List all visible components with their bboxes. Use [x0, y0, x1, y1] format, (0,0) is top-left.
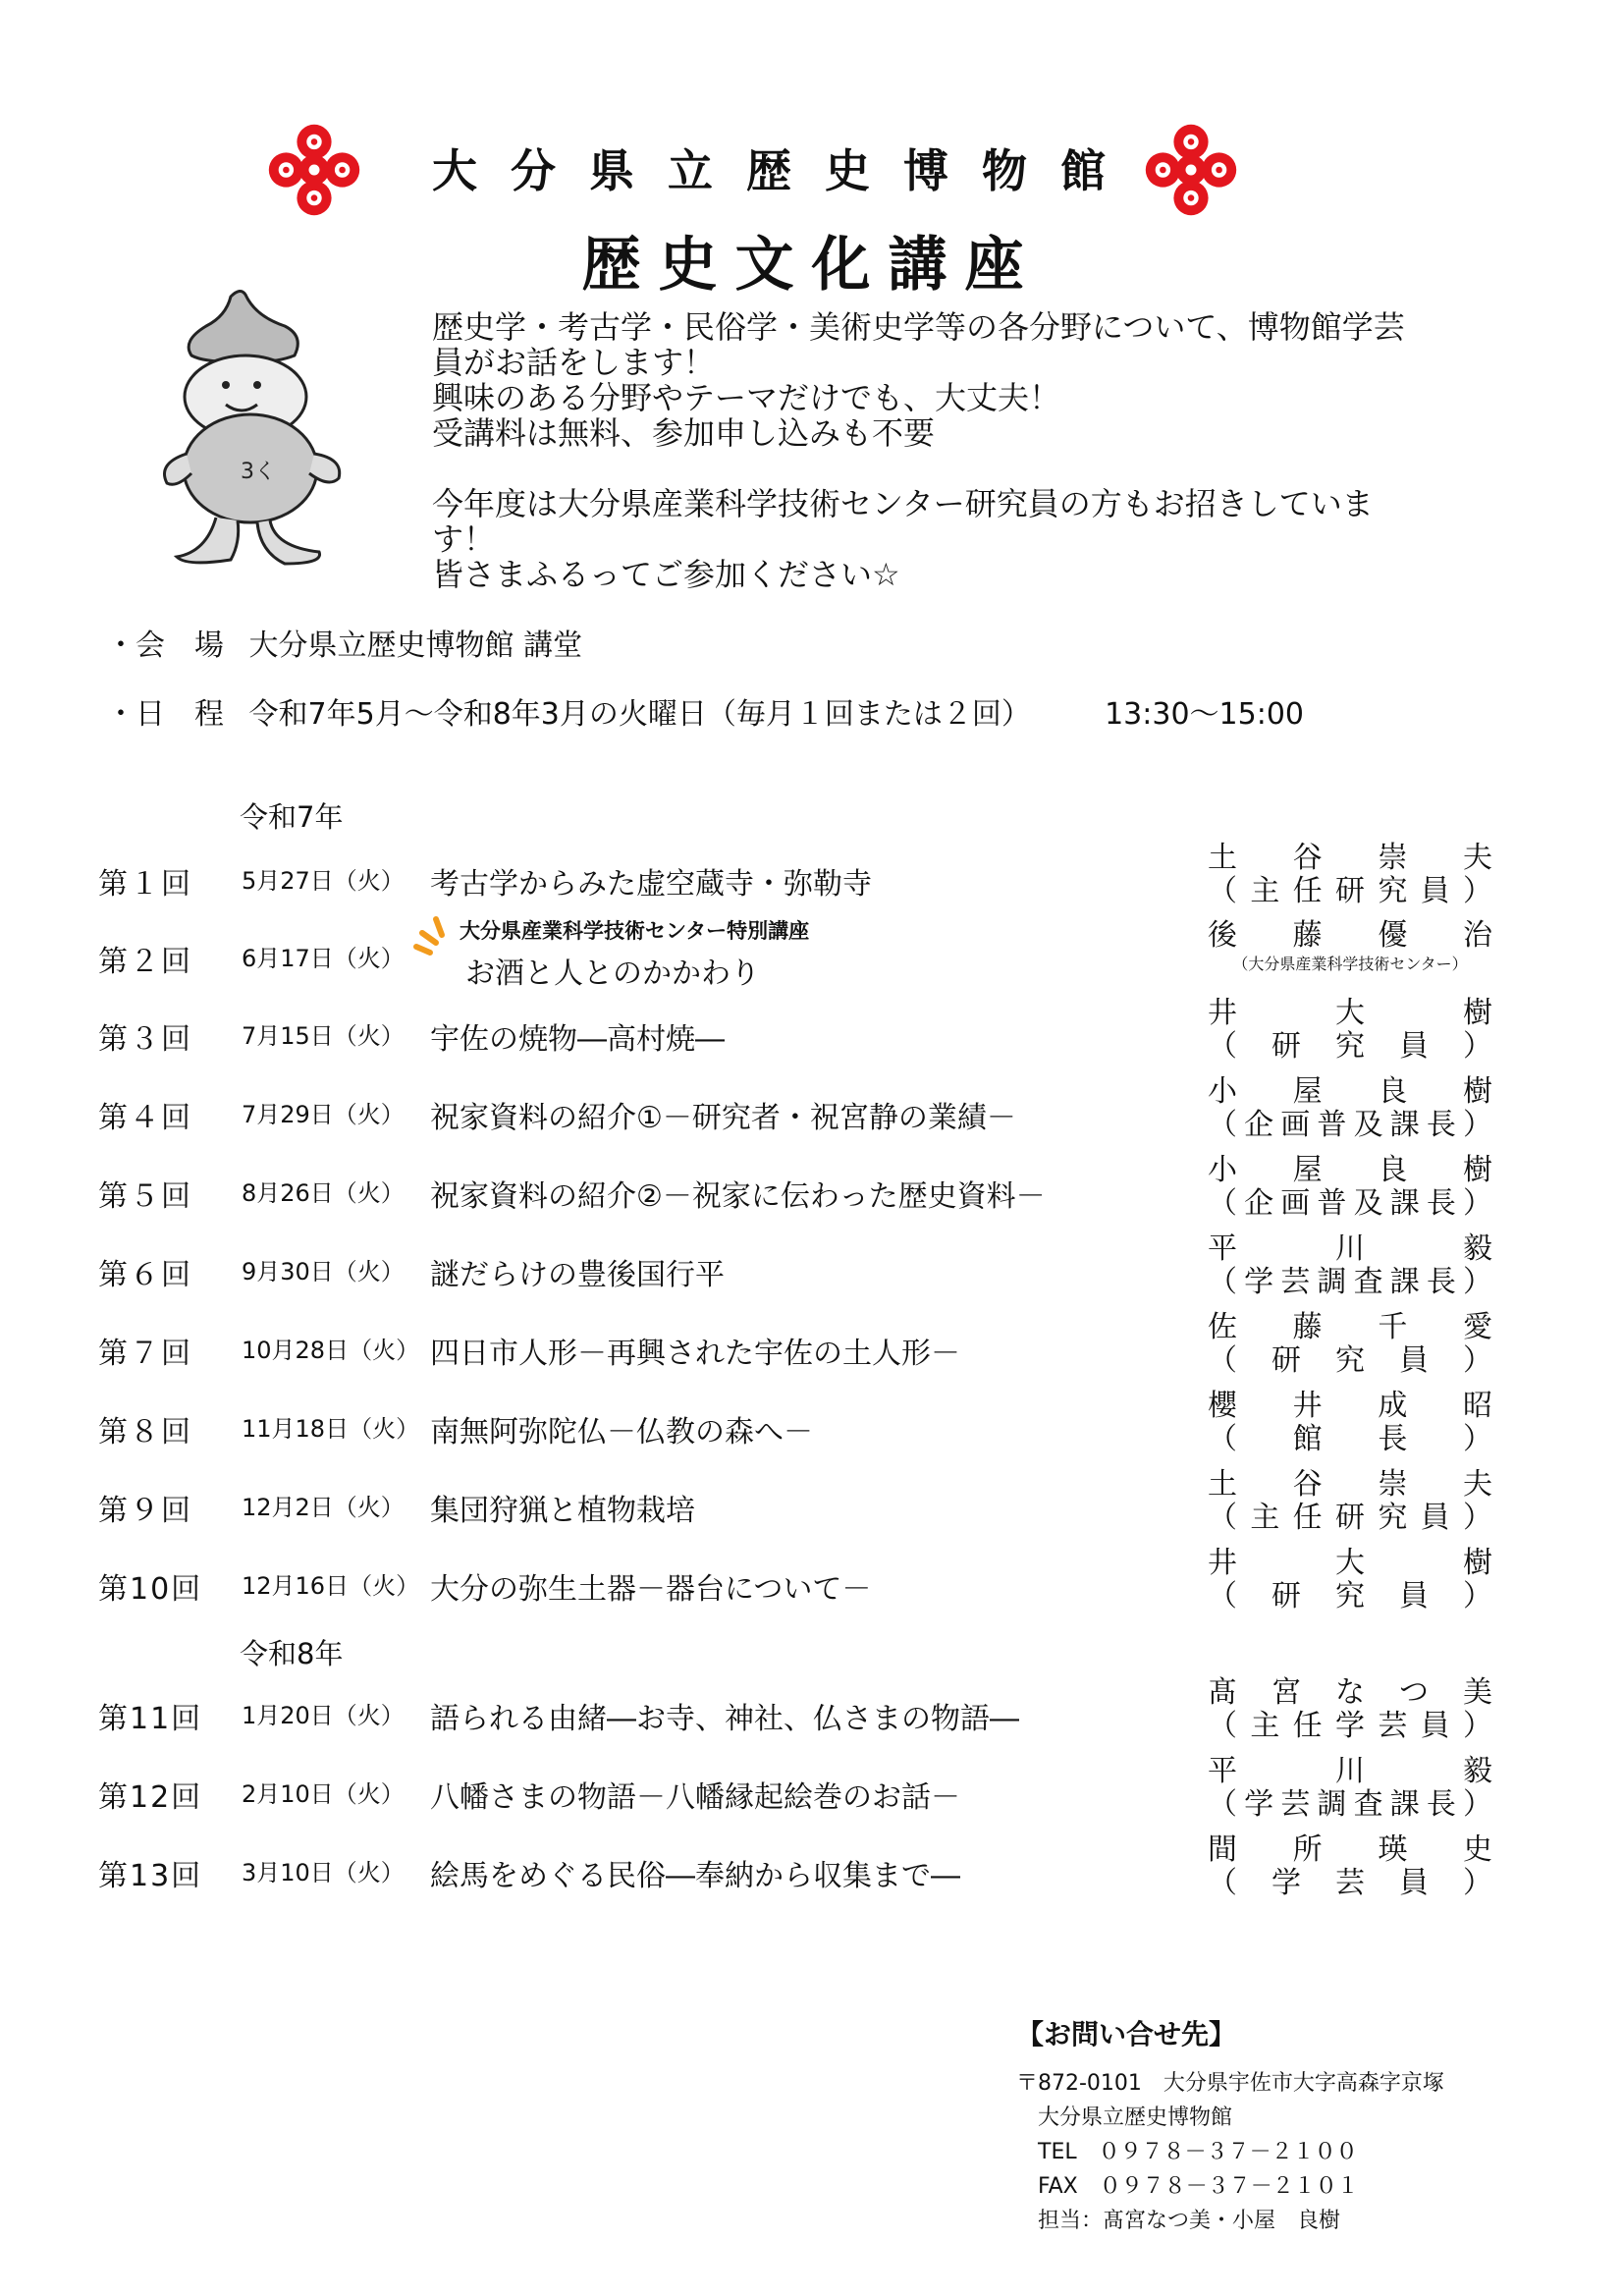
lecture-speaker [1208, 997, 1492, 1064]
contact-fax: FAX ０９７８－３７－２１０１ [1038, 2174, 1359, 2199]
lecture-topic: 絵馬をめぐる民俗―奉納から収集まで― [430, 1859, 960, 1893]
svg-text:3く: 3く [241, 460, 276, 484]
speaker-title: （主任研究員） [1208, 874, 1492, 908]
schedule-label: ・日 程 [106, 697, 224, 732]
lecture-date: 11月18日（火） [242, 1415, 420, 1443]
intro-line: 皆さまふるってご参加ください☆ [432, 556, 900, 593]
intro-line: 受講料は無料、参加申し込みも不要 [432, 414, 936, 452]
lecture-speaker [1208, 1232, 1492, 1299]
lecture-number: 第３回 [98, 1022, 192, 1057]
venue-value: 大分県立歴史博物館 講堂 [248, 629, 583, 663]
intro-line: 興味のある分野やテーマだけでも、大丈夫！ [432, 379, 1061, 416]
speaker-title: （研究員） [1208, 1343, 1492, 1378]
lecture-speaker [1208, 1390, 1492, 1456]
museum-logo-icon [1137, 116, 1245, 224]
speaker-name: 井大樹 [1208, 996, 1492, 1030]
lecture-row [0, 995, 1623, 1069]
contact-heading: 【お問い合せ先】 [1016, 2018, 1237, 2050]
lecture-speaker [1208, 919, 1492, 976]
lecture-number: 第４回 [98, 1101, 192, 1135]
speaker-name: 土谷崇夫 [1208, 1467, 1492, 1502]
intro-line: 員がお話をします！ [432, 344, 716, 381]
lecture-speaker [1208, 1755, 1492, 1822]
speaker-name: 後藤優治 [1208, 918, 1492, 953]
speaker-name: 間所瑛史 [1208, 1832, 1492, 1867]
lecture-number: 第９回 [98, 1494, 192, 1528]
lecture-row [0, 1753, 1623, 1828]
lecture-date: 6月17日（火） [242, 945, 405, 972]
lecture-number: 第８回 [98, 1415, 192, 1449]
speaker-title: （学芸調査課長） [1208, 1265, 1492, 1299]
lecture-speaker [1208, 1833, 1492, 1900]
lecture-speaker [1208, 1468, 1492, 1535]
lecture-topic: 祝家資料の紹介①－研究者・祝宮静の業績－ [430, 1101, 1016, 1135]
museum-name: 大分県立歴史博物館 [432, 144, 1139, 197]
speaker-name: 小屋良樹 [1208, 1153, 1492, 1187]
lecture-row [0, 1073, 1623, 1148]
lecture-speaker [1208, 1311, 1492, 1378]
lecture-date: 8月26日（火） [242, 1179, 405, 1207]
lecture-topic: 集団狩猟と植物栽培 [430, 1494, 695, 1528]
lecture-topic: 南無阿弥陀仏－仏教の森へ－ [430, 1415, 813, 1449]
museum-logo-icon [260, 116, 368, 224]
year-heading: 令和8年 [240, 1637, 344, 1670]
lecture-date: 7月15日（火） [242, 1022, 405, 1050]
speaker-title: （主任学芸員） [1208, 1709, 1492, 1743]
lecture-row [0, 1152, 1623, 1227]
lecture-row [0, 1674, 1623, 1749]
venue-row [106, 621, 582, 664]
museum-header [0, 116, 1623, 224]
speaker-title: （企画普及課長） [1208, 1186, 1492, 1221]
lecture-row [0, 1545, 1623, 1619]
intro-line: す！ [432, 520, 496, 558]
speaker-title: （大分県産業科学技術センター） [1232, 955, 1468, 973]
contact-block [1016, 2013, 1527, 2238]
lecture-topic: 大分の弥生土器－器台について－ [430, 1572, 872, 1607]
lecture-number: 第７回 [98, 1337, 192, 1371]
schedule-row [106, 689, 1304, 733]
lecture-topic: 宇佐の焼物―高村焼― [430, 1022, 725, 1057]
lecture-date: 2月10日（火） [242, 1780, 405, 1808]
lecture-number: 第10回 [98, 1572, 203, 1607]
lecture-topic: 八幡さまの物語－八幡縁起絵巻のお話－ [430, 1780, 960, 1815]
lecture-date: 5月27日（火） [242, 867, 405, 895]
speaker-name: 土谷崇夫 [1208, 841, 1492, 875]
lecture-row [0, 1309, 1623, 1384]
lecture-topic: 語られる由緒―お寺、神社、仏さまの物語― [430, 1702, 1019, 1736]
intro-line: 歴史学・考古学・民俗学・美術史学等の各分野について、博物館学芸 [432, 308, 1405, 346]
speaker-title: （研究員） [1208, 1579, 1492, 1613]
lecture-date: 12月16日（火） [242, 1572, 420, 1600]
speaker-title: （学芸調査課長） [1208, 1787, 1492, 1822]
lecture-date: 12月2日（火） [242, 1494, 405, 1521]
intro-line: 今年度は大分県産業科学技術センター研究員の方もお招きしていま [432, 485, 1374, 522]
lecture-number: 第12回 [98, 1780, 203, 1815]
speaker-title: （館長） [1208, 1422, 1492, 1456]
schedule-value: 令和7年5月～令和8年3月の火曜日（毎月１回または２回） [248, 697, 1031, 732]
speaker-name: 平川毅 [1208, 1754, 1492, 1788]
lecture-speaker [1208, 1676, 1492, 1743]
speaker-title: （企画普及課長） [1208, 1108, 1492, 1142]
lecture-row [0, 840, 1623, 914]
speaker-name: 平川毅 [1208, 1231, 1492, 1266]
lecture-row [0, 1230, 1623, 1305]
mascot-illustration-icon [147, 287, 358, 572]
lecture-topic: 祝家資料の紹介②－祝家に伝わった歴史資料－ [430, 1179, 1046, 1214]
schedule-time: 13:30～15:00 [1105, 697, 1305, 732]
intro-text [432, 309, 1483, 592]
lecture-speaker [1208, 842, 1492, 908]
speaker-name: 櫻井成昭 [1208, 1389, 1492, 1423]
lecture-date: 3月10日（火） [242, 1859, 405, 1886]
lecture-topic: 考古学からみた虚空蔵寺・弥勒寺 [430, 867, 872, 902]
speaker-name: 佐藤千愛 [1208, 1310, 1492, 1344]
lecture-number: 第２回 [98, 945, 192, 979]
page-title: 歴史文化講座 [581, 231, 1042, 300]
speaker-name: 小屋良樹 [1208, 1074, 1492, 1109]
contact-address: 〒872-0101 大分県宇佐市大字高森字京塚 [1016, 2071, 1444, 2096]
lecture-date: 1月20日（火） [242, 1702, 405, 1729]
lecture-number: 第11回 [98, 1702, 203, 1736]
special-lecture-label: 大分県産業科学技術センター特別講座 [460, 919, 810, 943]
lecture-row [0, 1466, 1623, 1541]
emphasis-burst-icon [412, 913, 452, 957]
speaker-title: （研究員） [1208, 1029, 1492, 1064]
lecture-row [0, 1388, 1623, 1462]
contact-staff: 担当：髙宮なつ美・小屋 良樹 [1038, 2209, 1341, 2233]
lecture-number: 第５回 [98, 1179, 192, 1214]
contact-org: 大分県立歴史博物館 [1038, 2105, 1233, 2130]
lecture-topic: お酒と人とのかかわり [465, 957, 760, 991]
lecture-date: 9月30日（火） [242, 1258, 405, 1285]
lecture-number: 第１回 [98, 867, 192, 902]
lecture-date: 7月29日（火） [242, 1101, 405, 1128]
lecture-topic: 四日市人形－再興された宇佐の土人形－ [430, 1337, 960, 1371]
speaker-title: （学芸員） [1208, 1866, 1492, 1900]
lecture-date: 10月28日（火） [242, 1337, 420, 1364]
lecture-speaker [1208, 1154, 1492, 1221]
venue-label: ・会 場 [106, 629, 224, 663]
lecture-number: 第６回 [98, 1258, 192, 1292]
lecture-number: 第13回 [98, 1859, 203, 1893]
lecture-speaker [1208, 1547, 1492, 1613]
speaker-title: （主任研究員） [1208, 1501, 1492, 1535]
lecture-row [0, 1831, 1623, 1906]
lecture-speaker [1208, 1075, 1492, 1142]
lecture-topic: 謎だらけの豊後国行平 [430, 1258, 725, 1292]
lecture-row [0, 917, 1623, 992]
speaker-name: 髙宮なつ美 [1208, 1675, 1492, 1710]
contact-tel: TEL ０９７８－３７－２１００ [1038, 2140, 1358, 2164]
speaker-name: 井大樹 [1208, 1546, 1492, 1580]
year-heading: 令和7年 [240, 800, 344, 834]
